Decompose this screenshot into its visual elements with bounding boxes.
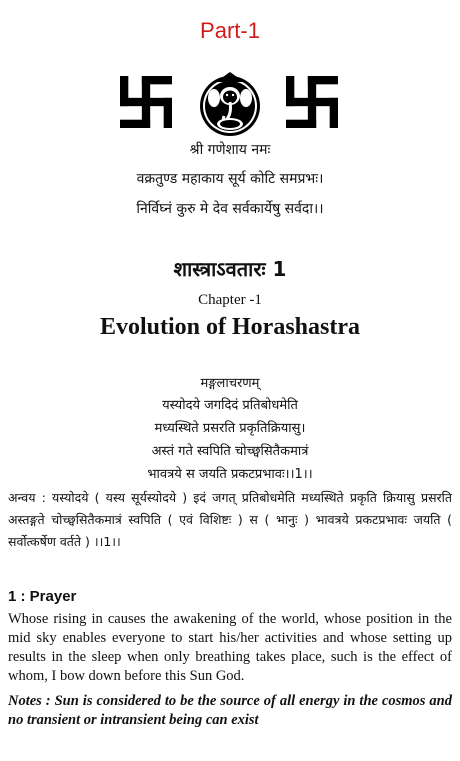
- emblem-row: [0, 68, 460, 138]
- notes-paragraph: Notes : Sun is considered to be the source of all energy in the cosmos and no transient or intransient being can exist: [8, 693, 452, 728]
- verse-line: यस्योदये जगदिदं प्रतिबोधमेति: [162, 398, 298, 413]
- chapter-label: Chapter -1: [198, 292, 262, 308]
- chapter-sanskrit-title: शास्त्राऽवतारः 1: [173, 257, 287, 281]
- invocation-line-2: वक्रतुण्ड महाकाय सूर्य कोटि समप्रभः।: [136, 171, 324, 187]
- invocation-line-3: निर्विघ्नं कुरु मे देव सर्वकार्येषु सर्वदा।।: [136, 201, 324, 217]
- section-body: Whose rising in causes the awakening of the world, whose position in the mid sky enables everyone to start his/her activities and whose setting up results in the sleep when only breathing takes place, such is the effect of whom, I bow down before this Sun God.: [8, 611, 452, 684]
- anvaya-paragraph: अन्वय : यस्योदये ( यस्य सूर्यस्योदये ) इदं जगत् प्रतिबोधमेति मध्यस्थिते प्रकृति क्रियासु प्रसरति अस्तङ्गते चोच्छ्वसितैकमात्रं स्वपिति ( एवं विशिष्टः ) स ( भानुः ) भावत्रये प्रकटप्रभावः जयति ( सर्वोत्कर्षेण वर्तते ) ।।1।।: [8, 490, 452, 549]
- invocation-line-1: श्री गणेशाय नमः: [189, 142, 271, 158]
- swastika-icon: [120, 76, 172, 128]
- swastika-icon: [286, 76, 338, 128]
- part-label: Part-1: [200, 18, 260, 43]
- verse-heading: मङ्गलाचरणम्: [200, 376, 260, 391]
- verse-line: भावत्रये स जयति प्रकटप्रभावः।।1।।: [147, 467, 313, 482]
- ganesha-icon: [196, 68, 264, 138]
- page-title: Evolution of Horashastra: [99, 314, 360, 340]
- verse-line: अस्तं गते स्वपिति चोच्छ्वसितैकमात्रं: [151, 444, 309, 459]
- section-heading: 1 : Prayer: [8, 588, 77, 605]
- verse-line: मध्यस्थिते प्रसरति प्रकृतिक्रियासु।: [154, 421, 306, 436]
